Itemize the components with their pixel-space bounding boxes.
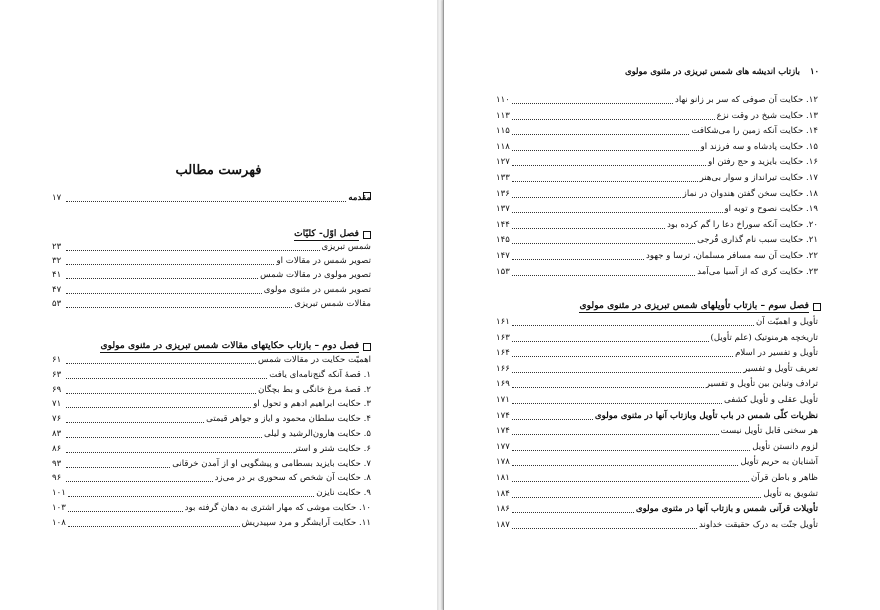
toc-entry-text: ۱۲. حکایت آن صوفی که سر بر زانو نهاد [675,95,818,105]
toc-page-number: ۸۳ [52,429,62,439]
section1-heading [294,228,371,241]
dot-leader [512,341,709,342]
toc-entry[interactable] [496,94,818,107]
toc-entry[interactable] [496,394,818,407]
section2-title: فصل دوم – بازتاب حکایتهای مقالات شمس تبریزی در مثنوی مولوی [100,340,359,351]
dot-leader [66,407,251,408]
toc-entry-text: ۱۹. حکایت نصوح و توبه او [724,204,818,215]
running-title: بازتاب اندیشه های شمس تبریزی در مثنوی مولوی [625,66,800,76]
toc-entry-text: تصویر شمس در مثنوی مولوی [263,284,371,295]
toc-page-number: ۱۶۱ [496,317,510,327]
dot-leader [512,465,739,466]
toc-page-number: ۲۳ [52,242,62,252]
toc-page-number: ۷۱ [52,399,62,410]
toc-entry-text: ۱۳. حکایت شیخ در وقت نزع [716,110,818,121]
toc-entry-text: تأویل و اهمیّت آن [755,317,818,327]
toc-page-number: ۱۳۷ [496,204,510,215]
toc-entry-text: تاریخچه هرمنوتیک (علم تأویل) [710,332,818,343]
toc-entry[interactable] [52,487,371,500]
toc-page-number: ۹۳ [52,458,62,469]
toc-page-number: ۱۴۴ [496,219,510,230]
dot-leader [66,437,262,438]
toc-page-number: ۱۸۶ [496,504,510,515]
toc-page-number: ۱۶۹ [496,379,510,390]
checkbox-square-icon [813,303,821,311]
toc-entry-text: تأویل جنّت به درک حقیقت خداوند [698,519,818,530]
dot-leader [512,450,750,451]
dot-leader [66,363,256,364]
dot-leader [66,422,204,423]
toc-entry[interactable] [496,503,818,516]
toc-page-number: ۱۲۷ [496,157,510,168]
toc-entry[interactable] [52,241,371,254]
toc-entry-text: ۲۲. حکایت آن سه مسافر مسلمان، ترسا و جهود [646,251,818,261]
toc-entry-text: ۳. حکایت ابراهیم ادهم و تحول او [253,399,371,410]
toc-entry-text: نظریات کلّی شمس در باب تأویل وبازتاب آنها در مثنوی مولوی [594,410,818,421]
dot-leader [66,467,170,468]
toc-entry[interactable] [496,110,818,123]
checkbox-square-icon [363,343,371,351]
toc-entry-text: هر سخنی قابل تأویل نیست [720,426,818,437]
toc-entry[interactable] [496,410,818,423]
dot-leader [512,212,723,213]
toc-entry-text: ۲. قصهٔ مرغ خانگی و بط بچگان [258,384,371,395]
dot-leader [512,134,690,135]
toc-title: فهرست مطالب [175,163,262,178]
toc-page-number: ۱۷۴ [496,426,510,437]
toc-entry-text: ۸. حکایت آن شخص که سحوری بر در می‌زد [214,473,371,484]
toc-entry-text: ۱۶. حکایت بایزید و حج رفتن او [708,157,818,168]
toc-page-number: ۵۳ [52,298,62,309]
toc-entry[interactable] [496,316,818,329]
dot-leader [68,496,314,497]
toc-page-number: ۱۸۷ [496,519,510,530]
toc-page-number: ۱۱۰ [496,95,510,105]
toc-entry[interactable] [52,398,371,411]
toc-entry-text: ۴. حکایت سلطان محمود و ایاز و جواهر قیمتی [206,414,371,425]
running-header [459,66,819,76]
dot-leader [66,393,256,394]
toc-page-number: ۶۳ [52,369,62,380]
toc-entry-text: ۱۴. حکایت آنکه زمین را می‌شکافت [691,126,818,137]
toc-entry[interactable] [52,284,371,297]
dot-leader [512,119,715,120]
checkbox-square-icon [363,231,371,239]
toc-entry-text: تصویر شمس در مقالات او [276,256,371,267]
toc-entry-text: آشنایان به حریم تأویل [740,457,818,468]
toc-page-number: ۱۴۵ [496,235,510,246]
toc-page-number: ۸۶ [52,443,62,454]
toc-page-number: ۱۰۸ [52,517,66,528]
toc-page-number: ۴۷ [52,284,62,295]
toc-entry-text: تأویل و تفسیر در اسلام [735,348,818,359]
toc-entry[interactable] [496,234,818,247]
toc-entry[interactable] [496,488,818,501]
toc-entry[interactable] [52,255,371,268]
left-page [0,0,438,610]
section1-title: فصل اوّل- کلیّات [294,228,359,239]
section3-heading [579,300,821,313]
toc-entry[interactable] [496,441,818,454]
toc-page-number: ۱۶۴ [496,348,510,359]
toc-entry[interactable] [496,203,818,216]
toc-page-number: ۷۶ [52,414,62,425]
toc-entry-text: ۹. حکایت نایزن [316,488,371,499]
dot-leader [512,325,754,326]
toc-entry[interactable] [496,188,818,201]
toc-entry-text: تصویر مولوی در مقالات شمس [260,270,371,281]
toc-entry[interactable] [496,519,818,532]
toc-entry[interactable] [52,428,371,441]
dot-leader [512,512,634,513]
toc-entry-text: ۶. حکایت شتر و استر [293,443,371,454]
section2-heading [100,340,371,353]
dot-leader [512,243,695,244]
toc-page-number: ۱۷۷ [496,441,510,452]
toc-page-number: ۱۷۴ [496,410,510,421]
toc-entry[interactable] [496,141,818,154]
dot-leader [512,259,644,260]
dot-leader [512,481,749,482]
toc-entry[interactable] [496,378,818,391]
toc-entry[interactable] [496,425,818,438]
dot-leader [512,419,593,420]
toc-entry-text: اهمیّت حکایت در مقالات شمس [257,355,371,365]
toc-entry[interactable] [496,219,818,232]
dot-leader [68,526,240,527]
dot-leader [66,452,292,453]
toc-page-number: ۳۲ [52,256,62,267]
dot-leader [512,497,762,498]
toc-entry[interactable] [52,458,371,471]
toc-page-number: ۱۰۱ [52,488,66,499]
toc-entry[interactable] [52,517,371,530]
toc-entry-text: ۲۳. حکایت کری که از آسیا می‌آمد [697,266,818,277]
dot-leader [512,528,697,529]
toc-entry-text: ۱۷. حکایت تیرانداز و سوار بی‌هنر [699,173,818,183]
toc-entry-text: ۲۰. حکایت آنکه سوراخ دعا را گم کرده بود [667,219,818,230]
dot-leader [66,264,274,265]
toc-entry[interactable] [496,250,818,263]
toc-entry[interactable] [52,269,371,282]
toc-entry[interactable] [496,363,818,376]
toc-entry-text: ظاهر و باطن قرآن [750,473,818,483]
toc-page-number: ۱۷۸ [496,457,510,468]
toc-entry[interactable] [496,332,818,345]
toc-entry-text: تأویل عقلی و تأویل کشفی [724,395,818,405]
toc-page-number: ۱۱۵ [496,126,510,137]
page-number: ۱۰ [810,66,819,76]
toc-page-number: ۶۹ [52,384,62,395]
toc-entry[interactable] [52,443,371,456]
dot-leader [512,275,695,276]
toc-entry-intro[interactable]: مقدمه ۱۷ [52,193,371,203]
toc-entry-text: ۷. حکایت بایزید بسطامی و پیشگویی او از آمدن خرقانی [172,458,371,469]
dot-leader [512,150,699,151]
toc-entry-text: ۱۸. حکایت سخن گفتن هندوان در نماز [682,188,818,199]
toc-entry[interactable] [496,172,818,185]
dot-leader [512,181,698,182]
toc-page-number: ۱۰۳ [52,503,66,513]
toc-entry[interactable] [52,354,371,367]
dot-leader [66,481,213,482]
dot-leader [66,307,292,308]
section3-title: فصل سوم – بازتاب تأویلهای شمس تبریزی در مثنوی مولوی [579,300,809,311]
toc-page-number: ۱۷۱ [496,395,510,405]
toc-page-number: ۱۵۳ [496,266,510,277]
toc-entry-text: ۲۱. حکایت سبب نام گذاری قُرجی [697,235,818,246]
toc-page-number: ۶۱ [52,355,62,365]
toc-page-number: ۱۱۳ [496,110,510,121]
toc-entry[interactable] [52,472,371,485]
toc-entry[interactable] [52,369,371,382]
toc-page-number: ۱۱۸ [496,141,510,152]
right-page [443,0,880,610]
toc-entry-text: شمس تبریزی [321,242,371,252]
toc-entry[interactable] [496,472,818,485]
toc-page-number: ۱۳۶ [496,188,510,199]
toc-entry-text: لزوم دانستن تأویل [752,441,818,452]
toc-entry[interactable] [496,125,818,138]
dot-leader [512,356,733,357]
toc-entry[interactable] [52,384,371,397]
toc-page-number: ۱۸۴ [496,488,510,499]
dot-leader [512,228,665,229]
toc-entry-text: ۱۵. حکایت پادشاه و سه فرزند او [700,141,818,152]
toc-entry[interactable] [52,502,371,515]
dot-leader [512,403,722,404]
dot-leader [66,378,267,379]
toc-entry[interactable] [496,266,818,279]
toc-page-number: ۱۳۳ [496,173,510,183]
toc-entry-text: تأویلات قرآنی شمس و بازتاب آنها در مثنوی مولوی [635,504,818,515]
toc-page-number: ۱۶۳ [496,332,510,343]
dot-leader [512,103,673,104]
toc-page-number: ۴۱ [52,270,62,281]
toc-page-number: ۱۴۷ [496,251,510,261]
toc-entry[interactable] [52,413,371,426]
toc-entry[interactable] [496,156,818,169]
dot-leader [68,511,183,512]
dot-leader [512,372,741,373]
toc-entry-text: تشویق به تأویل [763,488,818,499]
toc-page-number: ۱۶۶ [496,363,510,374]
dot-leader [512,197,681,198]
dot-leader [512,387,704,388]
toc-entry-text: ۵. حکایت هارون‌الرشید و لیلی [264,429,371,439]
toc-entry[interactable] [496,456,818,469]
toc-entry-text: ترادف وتباین بین تأویل و تفسیر [705,379,818,390]
toc-page-number: ۹۶ [52,473,62,484]
dot-leader [512,434,719,435]
toc-entry-text: تعریف تأویل و تفسیر [743,363,818,374]
dot-leader [66,293,262,294]
toc-entry-text: مقالات شمس تبریزی [294,298,371,309]
dot-leader [512,165,706,166]
toc-entry-text: ۱۱. حکایت آرایشگر و مرد سپیدریش [241,517,371,528]
toc-entry-text: ۱۰. حکایت موشی که مهار اشتری به دهان گرفته بود [184,503,371,513]
toc-page-number: ۱۸۱ [496,473,510,483]
toc-entry[interactable] [496,347,818,360]
toc-entry-text: ۱. قصهٔ آنکه گنج‌نامه‌ای یافت [269,369,371,380]
toc-entry[interactable] [52,298,371,311]
dot-leader [66,250,320,251]
dot-leader [66,278,258,279]
